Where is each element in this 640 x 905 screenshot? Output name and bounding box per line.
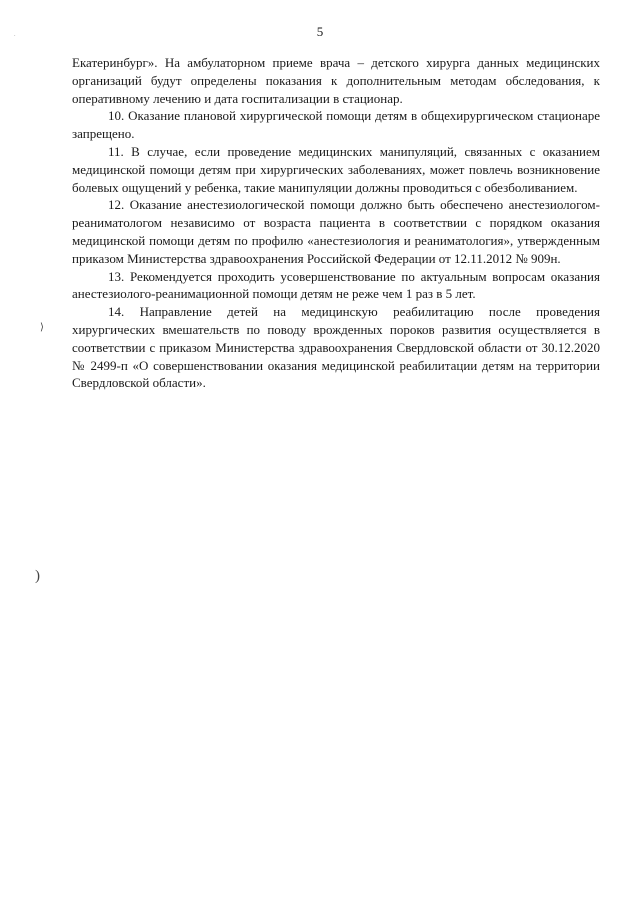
scan-tick-mark: ⟩: [40, 322, 44, 333]
paragraph-14: 14. Направление детей на медицинскую реабилитацию после проведения хирургических вмешательств по поводу врожденных пороков развития осуществляется в соответствии с приказом Министерства здравоохранения Свердловской области от 30.12.2020 № 2499-п «О совершенствовании оказания медицинской реабилитации детям на территории Свердловской области».: [72, 304, 600, 391]
paragraph-13: 13. Рекомендуется проходить усовершенствование по актуальным вопросам оказания анестезиолого-реанимационной помощи детям не реже чем 1 раз в 5 лет.: [72, 268, 600, 302]
document-body: [72, 54, 600, 392]
paragraph-continuation: Екатеринбург». На амбулаторном приеме врача – детского хирурга данных медицинских организаций будут определены показания к дополнительным методам обследования, к оперативному лечению и дата госпитализации в стационар.: [72, 55, 600, 106]
paragraph-11: 11. В случае, если проведение медицинских манипуляций, связанных с оказанием медицинской помощи детям при хирургических заболеваниях, может повлечь возникновение болевых ощущений у ребенка, такие манипуляции должны проводиться с обезболиванием.: [72, 143, 600, 195]
page-number: 5: [316, 24, 324, 39]
paragraph-10: 10. Оказание плановой хирургической помощи детям в общехирургическом стационаре запрещено.: [72, 108, 600, 142]
paragraph-12: 12. Оказание анестезиологической помощи должно быть обеспечено анестезиологом-реаниматологом независимо от возраста пациента в соответствии с порядком оказания медицинской помощи детям по профилю «анестезиология и реаниматология», утвержденным приказом Министерства здравоохранения Российской Федерации от 12.11.2012 № 909н.: [72, 197, 600, 266]
scan-speck-mark: ·: [14, 34, 16, 39]
scan-bracket-mark: ): [35, 568, 40, 584]
